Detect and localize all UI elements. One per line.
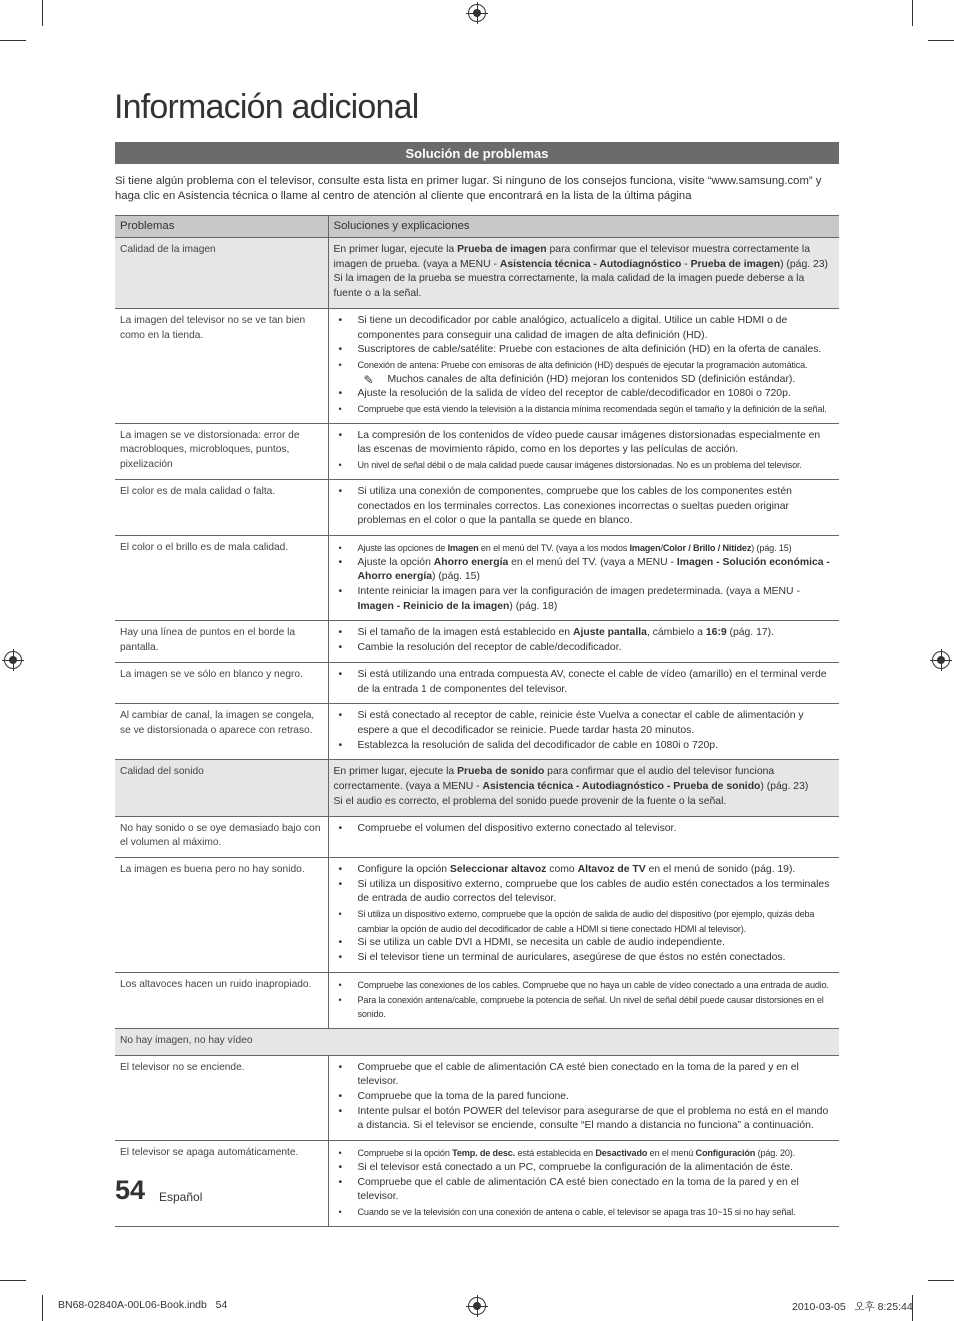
solution-item — [334, 402, 835, 417]
text-run: Cambie la resolución del receptor de cable/decodificador. — [357, 642, 622, 654]
solution-item — [334, 993, 835, 1022]
solution-list — [334, 822, 835, 837]
text-run: Conexión de antena: Pruebe con emisoras de alta definición (HD) después de ejecutar la programación automática. — [357, 359, 808, 370]
solution-item — [334, 556, 835, 585]
problem-cell: La imagen del televisor no se ve tan bien como en la tienda. — [115, 308, 328, 423]
solution-cell — [328, 1055, 839, 1141]
text-run: en el menú — [647, 1148, 696, 1159]
solution-list — [334, 314, 835, 417]
problem-cell: Al cambiar de canal, la imagen se congela, se ve distorsionada o aparece con retraso. — [115, 704, 328, 760]
intro-text: Si tiene algún problema con el televisor, consulte esta lista en primer lugar. Si ninguno de los consejos funciona, visite “www.samsung.com” y haga clic en Asistencia técnica o llame al centro de atención al cliente que encontrará en la lista de la última página — [115, 175, 822, 202]
solution-item — [334, 626, 835, 641]
solution-item — [334, 822, 835, 837]
table-row — [115, 308, 839, 423]
bold-text: 16:9 — [705, 627, 727, 639]
registration-mark-icon — [468, 1297, 486, 1315]
solution-cell — [328, 760, 839, 816]
page-number: 54 — [115, 1175, 146, 1205]
table-header-row — [115, 216, 839, 238]
crop-mark — [0, 40, 26, 41]
solution-item — [334, 641, 835, 656]
problem-cell: Calidad del sonido — [115, 760, 328, 816]
text-run: Intente pulsar el botón POWER del televisor para asegurarse de que el problema no está en el mando a distancia. Si el televisor se enciende, consulte “El mando a distancia no funciona” a continuación. — [357, 1105, 829, 1132]
crop-mark — [0, 1280, 26, 1281]
pencil-note-icon: ✎ — [363, 372, 374, 387]
text-run: Si está conectado al receptor de cable, reinicie éste Vuelva a conectar el cable de alimentación y espere a que el decodificador se reinicie. Puede tardar hasta 20 minutos. — [357, 710, 804, 736]
text-run: En primer lugar, ejecute la — [333, 244, 458, 255]
bold-text: Prueba de imagen — [690, 258, 781, 270]
page-title: Información adicional — [114, 88, 419, 126]
text-run: Cuando se ve la televisión con una conexión de antena o cable, el televisor se apaga tras 10~15 si no hay señal. — [357, 1206, 796, 1217]
text-run: En primer lugar, ejecute la — [333, 766, 458, 778]
solution-cell — [328, 816, 839, 857]
solution-item — [334, 978, 835, 993]
text-run: Si la imagen de la prueba se muestra correctamente, la mala calidad de la imagen puede deberse a la fuente o a la señal. — [333, 273, 805, 300]
text-run: Un nivel de señal débil o de mala calidad puede causar imágenes distorsionadas. No es un problema del televisor. — [357, 460, 802, 471]
solution-item — [334, 1105, 835, 1134]
text-run: Para la conexión antena/cable, compruebe la potencia de señal. Un nivel de señal débil puede causar distorsiones en el sonido. — [357, 994, 824, 1020]
bold-text: Ajuste pantalla — [572, 627, 647, 639]
problem-cell: El televisor no se enciende. — [115, 1055, 328, 1141]
problem-cell: La imagen se ve sólo en blanco y negro. — [115, 662, 328, 703]
bold-text: Asistencia técnica - Autodiagnóstico - Prueba de sonido — [482, 781, 761, 793]
solution-cell — [328, 423, 839, 479]
solution-item — [334, 314, 835, 343]
solution-item — [334, 485, 835, 529]
problem-cell: Hay una línea de puntos en el borde la pantalla. — [115, 621, 328, 662]
text-run: Ajuste las opciones de — [357, 542, 448, 553]
text-run: en el menú del TV. (vaya a los modos — [478, 542, 630, 553]
solution-cell — [328, 479, 839, 535]
text-run: Ajuste la opción — [357, 556, 434, 568]
bold-text: Imagen — [629, 542, 661, 553]
text-run: Suscriptores de cable/satélite: Pruebe con estaciones de alta definición (HD) en la oferta de canales. — [357, 344, 822, 356]
crop-mark — [928, 1280, 954, 1281]
text-run: como — [546, 863, 578, 875]
text-run: Muchos canales de alta definición (HD) mejoran los contenidos SD (definición estándar). — [387, 373, 796, 385]
text-run: Si está utilizando una entrada compuesta AV, conecte el cable de vídeo (amarillo) en el terminal verde de la entrada 1 de componentes del televisor. — [357, 668, 827, 695]
page-language: Español — [159, 1190, 203, 1204]
problem-cell: La imagen se ve distorsionada: error de macrobloques, microbloques, puntos, pixelización — [115, 423, 328, 479]
solution-item — [334, 1161, 835, 1176]
column-header-problems: Problemas — [115, 216, 328, 238]
solution-list — [334, 668, 835, 697]
table-row — [115, 816, 839, 857]
solution-cell — [328, 704, 839, 760]
solution-item — [334, 541, 835, 556]
solution-list — [334, 1061, 835, 1135]
solution-item — [334, 1146, 835, 1161]
solution-list — [334, 978, 835, 1022]
text-run: Si utiliza una conexión de componentes, compruebe que los cables de los componentes estén conectados en los terminales correctos. Las conexiones incorrectas o sueltas pueden originar problemas en el color o que la pantalla se quede en blanco. — [357, 485, 792, 527]
bold-text: Prueba de imagen — [457, 244, 547, 255]
text-run: Compruebe las conexiones de los cables. Compruebe que no haya un cable de vídeo conectado a una entrada de audio. — [357, 979, 829, 990]
text-run: - — [681, 258, 691, 270]
text-run: Si el audio es correcto, el problema del sonido puede provenir de la fuente o la señal. — [333, 795, 727, 807]
solution-item — [334, 1176, 835, 1205]
table-row — [115, 479, 839, 535]
column-header-solutions: Soluciones y explicaciones — [328, 216, 839, 238]
text-run: / — [660, 542, 663, 553]
crop-mark — [912, 0, 913, 26]
registration-mark-icon — [4, 651, 22, 669]
text-run: Compruebe que la toma de la pared funcione. — [357, 1091, 569, 1103]
solution-list — [334, 541, 835, 615]
text-run: ) (pág. 15) — [751, 542, 792, 553]
solution-item — [334, 358, 835, 373]
bold-text: Desactivado — [595, 1148, 648, 1159]
registration-mark-icon — [932, 651, 950, 669]
solution-list — [334, 1146, 835, 1220]
text-run: para confirmar que el audio del televisor funciona correctamente. (vaya a MENU - — [333, 766, 775, 793]
table-row — [115, 1141, 839, 1227]
solution-item — [334, 878, 835, 907]
problem-cell: Los altavoces hacen un ruido inapropiado. — [115, 972, 328, 1028]
text-run: Si el tamaño de la imagen está establecido en — [357, 627, 573, 639]
problem-cell: El televisor se apaga automáticamente. — [115, 1141, 328, 1227]
table-row — [115, 535, 839, 621]
text-run: ) (pág. 23) — [760, 781, 809, 793]
text-run: Compruebe el volumen del dispositivo externo conectado al televisor. — [357, 822, 677, 834]
text-run: (pág. 20). — [755, 1148, 796, 1159]
solution-item — [334, 458, 835, 473]
solution-item — [334, 739, 835, 754]
solution-item — [334, 907, 835, 936]
text-run: Si utiliza un dispositivo externo, compruebe que la opción de salida de audio del dispositivo (por ejemplo, quizás deba cambiar la opción de audio del decodificador de cable a HDMI si tiene conectado HDMI al televisor). — [357, 909, 815, 934]
solution-item — [334, 429, 835, 458]
text-run: en el menú de sonido (pág. 19). — [645, 863, 796, 875]
bold-text: Imagen - Reinicio de la imagen — [357, 600, 510, 612]
text-run: para confirmar que el televisor muestra correctamente la imagen de prueba. (vaya a MENU - — [333, 244, 810, 270]
text-run: Establezca la resolución de salida del decodificador de cable en 1080i o 720p. — [357, 739, 718, 751]
problem-cell: No hay imagen, no hay vídeo — [115, 1028, 839, 1055]
table-row — [115, 972, 839, 1028]
text-run: ) (pág. 18) — [509, 600, 558, 612]
solution-cell — [328, 308, 839, 423]
table-row — [115, 621, 839, 662]
solution-list — [334, 709, 835, 753]
solution-cell — [328, 662, 839, 703]
text-run: Ajuste la resolución de la salida de vídeo del receptor de cable/decodificador en 1080i o 720p. — [357, 388, 791, 400]
table-row — [115, 662, 839, 703]
text-run: Si utiliza un dispositivo externo, compruebe que los cables de audio estén conectados a los terminales de entrada de audio correctos del televisor. — [357, 878, 830, 905]
note-item — [334, 373, 835, 388]
crop-mark — [42, 0, 43, 26]
solution-list — [334, 863, 835, 966]
table-row — [115, 857, 839, 972]
footer-file-name: BN68-02840A-00L06-Book.indb 54 — [58, 1299, 228, 1311]
table-row — [115, 704, 839, 760]
text-run: Compruebe que el cable de alimentación CA esté bien conectado en la toma de la pared y en el televisor. — [357, 1061, 799, 1088]
solution-item — [334, 1090, 835, 1105]
problem-cell: El color o el brillo es de mala calidad. — [115, 535, 328, 621]
solution-item — [334, 1205, 835, 1220]
solution-item — [334, 343, 835, 358]
solution-item — [334, 585, 835, 614]
solution-cell — [328, 857, 839, 972]
bold-text: Altavoz de TV — [577, 863, 646, 875]
text-run: Configure la opción — [357, 863, 450, 875]
table-row — [115, 423, 839, 479]
troubleshooting-table — [115, 215, 839, 1227]
bold-text: Configuración — [695, 1148, 756, 1159]
text-run: , cámbielo a — [646, 627, 706, 639]
problem-cell: El color es de mala calidad o falta. — [115, 479, 328, 535]
solution-cell — [328, 535, 839, 621]
solution-list — [334, 626, 835, 655]
text-run: Si se utiliza un cable DVI a HDMI, se necesita un cable de audio independiente. — [357, 937, 725, 949]
text-run: Si el televisor está conectado a un PC, compruebe la configuración de la alimentación de éste. — [357, 1161, 794, 1173]
text-run: (pág. 17). — [726, 627, 774, 639]
bold-text: Temp. de desc. — [452, 1148, 516, 1159]
text-run: La compresión de los contenidos de vídeo puede causar imágenes distorsionadas especialmente en las escenas de movimiento rápido, como en los deportes y las películas de acción. — [357, 429, 821, 456]
table-body — [115, 238, 839, 1227]
bold-text: Color / Brillo / Nitidez — [662, 542, 752, 553]
solution-cell — [328, 238, 839, 309]
solution-item — [334, 709, 835, 738]
solution-item — [334, 1061, 835, 1090]
problem-cell: No hay sonido o se oye demasiado bajo con el volumen al máximo. — [115, 816, 328, 857]
table-row — [115, 1028, 839, 1055]
table-row — [115, 760, 839, 816]
solution-cell — [328, 1141, 839, 1227]
solution-list — [334, 485, 835, 529]
solution-cell — [328, 621, 839, 662]
bold-text: Asistencia técnica - Autodiagnóstico — [499, 258, 682, 270]
registration-mark-icon — [468, 4, 486, 22]
bold-text: Prueba de sonido — [457, 766, 545, 778]
text-run: Si tiene un decodificador por cable analógico, actualícelo a digital. Utilice un cable HDMI o de componentes para conseguir una calidad de imagen de alta definición (HD). — [357, 314, 788, 341]
problem-cell: La imagen es buena pero no hay sonido. — [115, 857, 328, 972]
text-run: Compruebe que el cable de alimentación CA esté bien conectado en la toma de la pared y en el televisor. — [357, 1176, 799, 1203]
bold-text: Imagen — [447, 542, 479, 553]
text-run: en el menú del TV. (vaya a MENU - — [508, 556, 677, 568]
footer-date: 2010-03-05 오후 8:25:44 — [792, 1301, 913, 1313]
table-row — [115, 1055, 839, 1141]
crop-mark — [42, 1295, 43, 1321]
solution-item — [334, 951, 835, 966]
crop-mark — [928, 40, 954, 41]
table-row — [115, 238, 839, 309]
bold-text: Ahorro energía — [433, 556, 509, 568]
bold-text: Imagen - Solución económica - Ahorro energía — [357, 556, 830, 583]
solution-item — [334, 387, 835, 402]
text-run: Compruebe que está viendo la televisión a la distancia mínima recomendada según el tamaño y la definición de la señal. — [357, 404, 827, 415]
section-title: Solución de problemas — [115, 142, 839, 164]
text-run: Si el televisor tiene un terminal de auriculares, asegúrese de que éstos no estén conectados. — [357, 952, 786, 964]
solution-item — [334, 936, 835, 951]
text-run: ) (pág. 23) — [780, 258, 829, 270]
text-run: ) (pág. 15) — [431, 571, 480, 583]
text-run: Intente reiniciar la imagen para ver la configuración de imagen predeterminada. (vaya a MENU - — [357, 586, 800, 598]
solution-item — [334, 668, 835, 697]
text-run: está establecida en — [515, 1148, 596, 1159]
solution-list — [334, 429, 835, 473]
solution-item — [334, 863, 835, 878]
solution-cell — [328, 972, 839, 1028]
text-run: Compruebe si la opción — [357, 1148, 453, 1159]
problem-cell: Calidad de la imagen — [115, 238, 328, 309]
bold-text: Seleccionar altavoz — [449, 863, 547, 875]
